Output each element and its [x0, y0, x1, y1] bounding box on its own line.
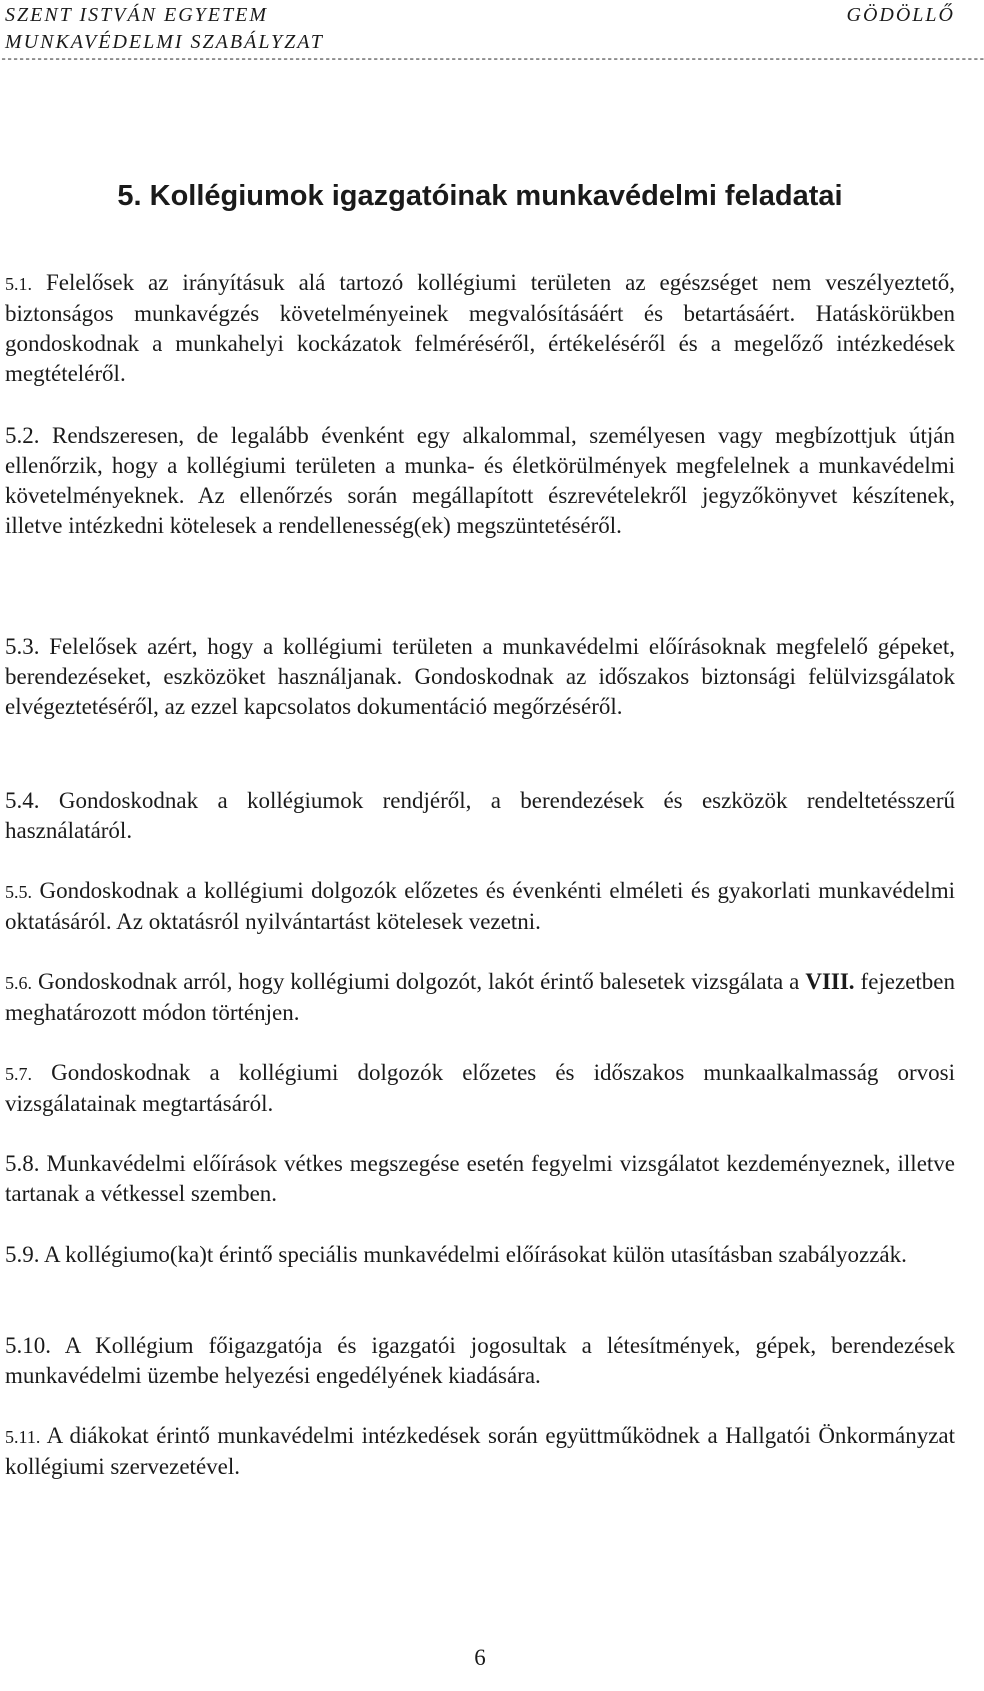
- section-number: 5.4.: [5, 788, 40, 813]
- header-location: GÖDÖLLŐ: [846, 4, 955, 26]
- section-5-2: [5, 421, 955, 541]
- chapter-reference: VIII.: [805, 969, 855, 994]
- page-number: 6: [474, 1645, 486, 1670]
- section-text: Felelősek az irányításuk alá tartozó kollégiumi területen az egészséget nem veszélyeztető, biztonságos munkavégzés követelményeinek megvalósításáért és betartásáért. Hatáskörükben gondoskodnak a munkahelyi kockázatok felméréséről, értékeléséről és a megelőző intézkedések megtételéről.: [5, 270, 955, 386]
- section-5-10: [5, 1331, 955, 1391]
- section-text: Gondoskodnak a kollégiumi dolgozók előzetes és időszakos munkaalkalmasság orvosi vizsgálatainak megtartásáról.: [5, 1060, 955, 1116]
- section-number: 5.6.: [5, 973, 32, 993]
- section-text: Gondoskodnak a kollégiumok rendjéről, a berendezések és eszközök rendeltetésszerű használatáról.: [5, 788, 955, 843]
- section-5-1: [5, 268, 955, 389]
- section-text: Gondoskodnak a kollégiumi dolgozók előzetes és évenkénti elméleti és gyakorlati munkavédelmi oktatásáról. Az oktatásról nyilvántartást kötelesek vezetni.: [5, 878, 955, 934]
- section-5-5: [5, 876, 955, 937]
- section-number: 5.1.: [5, 274, 32, 294]
- section-text: Munkavédelmi előírások vétkes megszegése esetén fegyelmi vizsgálatot kezdeményeznek, illetve tartanak a vétkessel szemben.: [5, 1151, 956, 1206]
- section-text-before: Gondoskodnak arról, hogy kollégiumi dolgozót, lakót érintő balesetek vizsgálata a: [37, 969, 800, 994]
- section-number: 5.3.: [5, 634, 40, 659]
- header-document-title: MUNKAVÉDELMI SZABÁLYZAT: [5, 31, 324, 53]
- section-number: 5.9.: [5, 1242, 40, 1267]
- section-5-3: [5, 632, 955, 722]
- chapter-title: 5. Kollégiumok igazgatóinak munkavédelmi feladatai: [117, 180, 843, 212]
- section-5-9: [5, 1240, 955, 1270]
- section-5-7: [5, 1058, 955, 1119]
- section-5-4: [5, 786, 955, 846]
- section-text: A Kollégium főigazgatója és igazgatói jogosultak a létesítmények, gépek, berendezések munkavédelmi üzembe helyezési engedélyének kiadására.: [5, 1333, 956, 1388]
- section-text: Felelősek azért, hogy a kollégiumi területen a munkavédelmi előírásoknak megfelelő gépeket, berendezéseket, eszközöket használjanak. Gondoskodnak az időszakos biztonsági felülvizsgálatok elvégeztetéséről, az ezzel kapcsolatos dokumentáció megőrzéséről.: [5, 634, 956, 719]
- section-number: 5.5.: [5, 882, 32, 902]
- section-number: 5.8.: [5, 1151, 40, 1176]
- section-text-after: fejezetben meghatározott módon történjen.: [5, 969, 956, 1025]
- section-number: 5.10.: [5, 1333, 51, 1358]
- section-5-11: [5, 1421, 955, 1482]
- header-dashed-rule: --------------------------------------------------------------------------------------------------------------------------------------------------------------------: [0, 52, 984, 66]
- section-text: A diákokat érintő munkavédelmi intézkedések során együttműködnek a Hallgatói Önkormányzat kollégiumi szervezetével.: [5, 1423, 955, 1479]
- section-text: A kollégiumo(ka)t érintő speciális munkavédelmi előírásokat külön utasításban szabályozzák.: [43, 1242, 907, 1267]
- section-number: 5.11.: [5, 1427, 41, 1447]
- section-number: 5.7.: [5, 1064, 32, 1084]
- section-number: 5.2.: [5, 423, 40, 448]
- section-5-8: [5, 1149, 955, 1209]
- header-university: SZENT ISTVÁN EGYETEM: [5, 4, 268, 26]
- section-text: Rendszeresen, de legalább évenként egy alkalommal, személyesen vagy megbízottjuk útján ellenőrzik, hogy a kollégiumi területen a munka- és életkörülmények megfelelnek a munkavédelmi követelményeknek. Az ellenőrzés során megállapított észrevételekről jegyzőkönyvet készítenek, illetve intézkedni kötelesek a rendellenesség(ek) megszüntetéséről.: [5, 423, 955, 538]
- section-5-6: [5, 967, 955, 1028]
